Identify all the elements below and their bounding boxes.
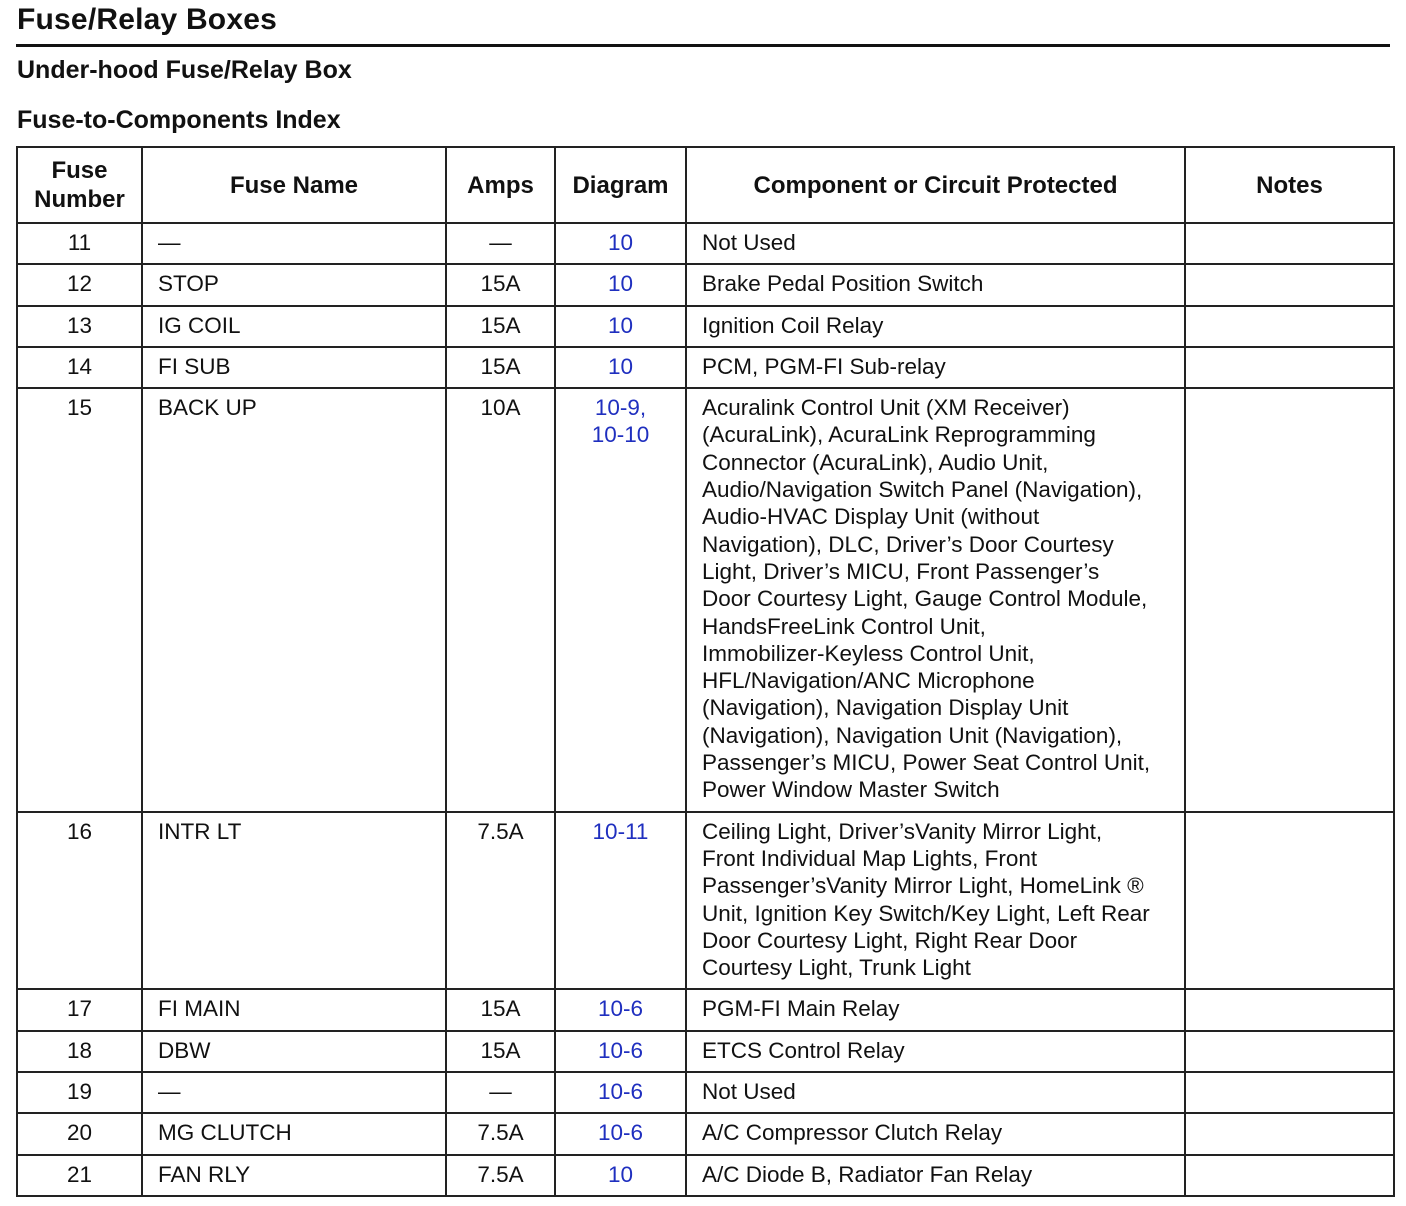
notes-cell — [1185, 1031, 1394, 1072]
diagram-link[interactable]: 10 — [555, 306, 686, 347]
page-title: Fuse/Relay Boxes — [17, 3, 277, 36]
table-row — [17, 347, 1394, 388]
fuse-name-cell: — — [142, 223, 446, 264]
amps-cell: 15A — [446, 1031, 555, 1072]
component-cell: Ceiling Light, Driver’sVanity Mirror Light, Front Individual Map Lights, Front Passenger’sVanity Mirror Light, HomeLink ® Unit, Ignition Key Switch/Key Light, Left Rear Door Courtesy Light, Right Rear Door Courtesy Light, Trunk Light — [686, 812, 1185, 990]
fuse-number-cell: 13 — [17, 306, 142, 347]
notes-cell — [1185, 1072, 1394, 1113]
diagram-link[interactable]: 10 — [555, 347, 686, 388]
section-title: Under-hood Fuse/Relay Box — [17, 56, 352, 84]
notes-cell — [1185, 347, 1394, 388]
table-row — [17, 1155, 1394, 1196]
fuse-number-cell: 16 — [17, 812, 142, 990]
table-row — [17, 989, 1394, 1030]
diagram-link[interactable]: 10-11 — [555, 812, 686, 990]
diagram-link[interactable]: 10 — [555, 1155, 686, 1196]
fuse-name-cell: FAN RLY — [142, 1155, 446, 1196]
fuse-number-cell: 12 — [17, 264, 142, 305]
amps-cell: — — [446, 1072, 555, 1113]
amps-cell: — — [446, 223, 555, 264]
table-body — [17, 223, 1394, 1196]
fuse-name-cell: DBW — [142, 1031, 446, 1072]
diagram-link[interactable]: 10-6 — [555, 1031, 686, 1072]
index-title: Fuse-to-Components Index — [17, 106, 341, 134]
header-amps: Amps — [446, 147, 555, 223]
fuse-number-cell: 11 — [17, 223, 142, 264]
fuse-name-cell: IG COIL — [142, 306, 446, 347]
component-cell: PGM-FI Main Relay — [686, 989, 1185, 1030]
fuse-name-cell: FI MAIN — [142, 989, 446, 1030]
component-cell: Brake Pedal Position Switch — [686, 264, 1185, 305]
header-diagram: Diagram — [555, 147, 686, 223]
title-divider — [16, 44, 1390, 47]
table-row — [17, 264, 1394, 305]
table-row — [17, 1072, 1394, 1113]
amps-cell: 7.5A — [446, 1113, 555, 1154]
table-row — [17, 812, 1394, 990]
table-row — [17, 388, 1394, 811]
component-cell: A/C Compressor Clutch Relay — [686, 1113, 1185, 1154]
component-cell: Not Used — [686, 1072, 1185, 1113]
fuse-number-cell: 19 — [17, 1072, 142, 1113]
component-cell: Ignition Coil Relay — [686, 306, 1185, 347]
diagram-link[interactable]: 10-9, 10-10 — [555, 388, 686, 811]
diagram-link[interactable]: 10-6 — [555, 989, 686, 1030]
amps-cell: 7.5A — [446, 1155, 555, 1196]
table-row — [17, 306, 1394, 347]
notes-cell — [1185, 264, 1394, 305]
fuse-number-cell: 20 — [17, 1113, 142, 1154]
notes-cell — [1185, 388, 1394, 811]
fuse-name-cell: BACK UP — [142, 388, 446, 811]
notes-cell — [1185, 812, 1394, 990]
component-cell: ETCS Control Relay — [686, 1031, 1185, 1072]
component-cell: Acuralink Control Unit (XM Receiver) (AcuraLink), AcuraLink Reprogramming Connector (AcuraLink), Audio Unit, Audio/Navigation Switch Panel (Navigation), Audio-HVAC Display Unit (without Navigation), DLC, Driver’s Door Courtesy Light, Driver’s MICU, Front Passenger’s Door Courtesy Light, Gauge Control Module, HandsFreeLink Control Unit, Immobilizer-Keyless Control Unit, HFL/Navigation/ANC Microphone (Navigation), Navigation Display Unit (Navigation), Navigation Unit (Navigation), Passenger’s MICU, Power Seat Control Unit, Power Window Master Switch — [686, 388, 1185, 811]
fuse-name-cell: MG CLUTCH — [142, 1113, 446, 1154]
fuse-number-cell: 17 — [17, 989, 142, 1030]
component-cell: Not Used — [686, 223, 1185, 264]
amps-cell: 15A — [446, 264, 555, 305]
table-row — [17, 223, 1394, 264]
fuse-name-cell: FI SUB — [142, 347, 446, 388]
fuse-table — [16, 146, 1395, 1197]
table-row — [17, 1031, 1394, 1072]
amps-cell: 15A — [446, 347, 555, 388]
notes-cell — [1185, 989, 1394, 1030]
diagram-link[interactable]: 10-6 — [555, 1113, 686, 1154]
table-row — [17, 1113, 1394, 1154]
fuse-name-cell: — — [142, 1072, 446, 1113]
header-fuse-name: Fuse Name — [142, 147, 446, 223]
notes-cell — [1185, 1155, 1394, 1196]
component-cell: A/C Diode B, Radiator Fan Relay — [686, 1155, 1185, 1196]
notes-cell — [1185, 306, 1394, 347]
diagram-link[interactable]: 10-6 — [555, 1072, 686, 1113]
notes-cell — [1185, 223, 1394, 264]
fuse-name-cell: STOP — [142, 264, 446, 305]
fuse-number-cell: 14 — [17, 347, 142, 388]
amps-cell: 10A — [446, 388, 555, 811]
fuse-number-cell: 15 — [17, 388, 142, 811]
amps-cell: 7.5A — [446, 812, 555, 990]
header-fuse-number: Fuse Number — [17, 147, 142, 223]
diagram-link[interactable]: 10 — [555, 223, 686, 264]
notes-cell — [1185, 1113, 1394, 1154]
amps-cell: 15A — [446, 306, 555, 347]
header-notes: Notes — [1185, 147, 1394, 223]
diagram-link[interactable]: 10 — [555, 264, 686, 305]
table-header-row — [17, 147, 1394, 223]
fuse-name-cell: INTR LT — [142, 812, 446, 990]
fuse-number-cell: 18 — [17, 1031, 142, 1072]
fuse-number-cell: 21 — [17, 1155, 142, 1196]
amps-cell: 15A — [446, 989, 555, 1030]
component-cell: PCM, PGM-FI Sub-relay — [686, 347, 1185, 388]
header-component: Component or Circuit Protected — [686, 147, 1185, 223]
